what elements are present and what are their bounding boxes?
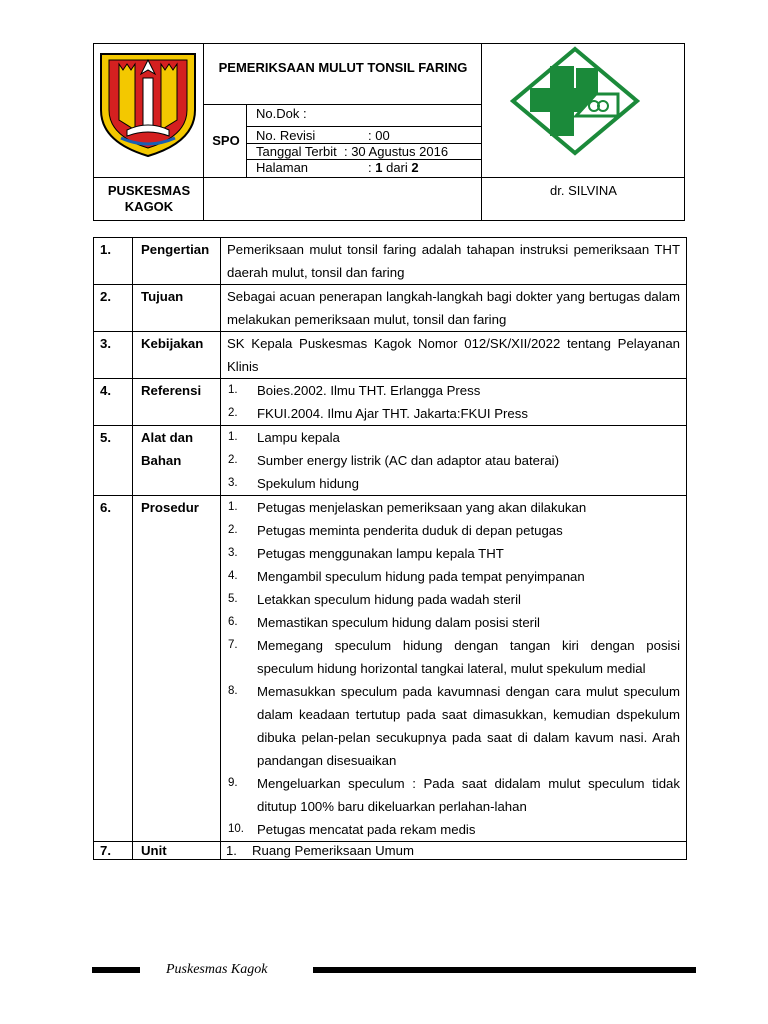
list-item (227, 496, 680, 519)
footer-rule (92, 967, 140, 973)
list-item (227, 588, 680, 611)
list-item (227, 472, 680, 495)
item-number: 6. (228, 616, 238, 628)
item-number: 3. (228, 477, 238, 489)
section-number: 7. (94, 842, 133, 860)
item-number: 9. (228, 777, 238, 789)
item-number: 2. (228, 407, 238, 419)
item-text: Petugas menjelaskan pemeriksaan yang akan dilakukan (257, 500, 587, 515)
section-text: SK Kepala Puskesmas Kagok Nomor 012/SK/XII/2022 tentang Pelayanan Klinis (221, 332, 687, 379)
section-number: 5. (94, 426, 133, 496)
item-text: Memastikan speculum hidung dalam posisi steril (257, 615, 540, 630)
section-list (221, 379, 687, 426)
footer-text: Puskesmas Kagok (166, 962, 268, 977)
institution-line: PUSKESMAS (107, 183, 191, 198)
list-item (227, 680, 680, 772)
section-label: Unit (133, 842, 221, 860)
item-number: 3. (228, 547, 238, 559)
list-item (227, 449, 680, 472)
meta-halaman (256, 160, 419, 175)
list-item (227, 634, 680, 680)
list-item (227, 402, 680, 425)
meta-sep: : (368, 160, 372, 175)
section-number: 6. (94, 496, 133, 842)
header-divider (203, 104, 481, 105)
item-number: 1. (226, 843, 237, 858)
item-text: Ruang Pemeriksaan Umum (252, 843, 414, 858)
list-item (227, 611, 680, 634)
institution-line: KAGOK (124, 199, 174, 214)
header-divider (93, 177, 685, 178)
table-row (94, 379, 687, 426)
section-label: Referensi (133, 379, 221, 426)
section-label: Kebijakan (133, 332, 221, 379)
institution-name (94, 183, 204, 215)
meta-key: Halaman (256, 160, 309, 175)
city-emblem-icon (97, 50, 199, 158)
spo-label: SPO (212, 133, 240, 148)
header-divider (246, 104, 247, 177)
puskesmas-cross-icon (510, 46, 640, 156)
list-item (227, 426, 680, 449)
footer-rule (313, 967, 696, 973)
item-text: Lampu kepala (257, 430, 340, 445)
item-text: Mengeluarkan speculum : Pada saat didalam mulut speculum tidak ditutup 100% baru dikeluarkan perlahan-lahan (257, 776, 680, 814)
item-number: 8. (228, 685, 238, 697)
section-number: 1. (94, 238, 133, 285)
list-item (227, 542, 680, 565)
section-list (221, 842, 687, 860)
item-text: Boies.2002. Ilmu THT. Erlangga Press (257, 383, 481, 398)
item-text: Memegang speculum hidung dengan tangan kiri dengan posisi speculum hidung horizontal tangkai lateral, mulut spekulum medial (257, 638, 680, 676)
list-item (227, 565, 680, 588)
item-number: 5. (228, 593, 238, 605)
meta-key: Tanggal Terbit (256, 144, 337, 159)
section-number: 3. (94, 332, 133, 379)
section-list (221, 426, 687, 496)
list-item (227, 818, 680, 841)
section-label: Tujuan (133, 285, 221, 332)
section-label: Alat dan Bahan (133, 426, 221, 496)
header-divider (246, 126, 481, 127)
table-row (94, 426, 687, 496)
meta-no-dok (256, 106, 307, 121)
item-number: 2. (228, 524, 238, 536)
meta-value: 30 Agustus 2016 (351, 144, 449, 159)
list-item (227, 772, 680, 818)
section-list (221, 496, 687, 842)
table-row (94, 238, 687, 285)
item-number: 10. (228, 823, 244, 835)
item-text: Memasukkan speculum pada kavumnasi dengan cara mulut speculum dalam keadaan tertutup pada saat dimasukkan, kemudian dspekulum dibuka pelan-pelan secukupnya pada saat di dalam kavum nasi. Arah pandangan disesuaikan (257, 684, 680, 768)
signatory-name: dr. SILVINA (550, 183, 617, 198)
meta-tanggal (256, 144, 448, 159)
item-text: Letakkan speculum hidung pada wadah steril (257, 592, 521, 607)
section-label: Prosedur (133, 496, 221, 842)
meta-page-total: 2 (411, 160, 419, 175)
meta-page-of: dari (382, 160, 412, 175)
item-number: 1. (228, 501, 238, 513)
list-item (227, 519, 680, 542)
item-text: Sumber energy listrik (AC dan adaptor atau baterai) (257, 453, 559, 468)
item-number: 2. (228, 454, 238, 466)
meta-sep: : (368, 128, 372, 143)
item-number: 1. (228, 431, 238, 443)
item-text: Mengambil speculum hidung pada tempat penyimpanan (257, 569, 585, 584)
meta-page: 1 (375, 160, 383, 175)
item-number: 7. (228, 639, 238, 651)
item-text: Petugas mencatat pada rekam medis (257, 822, 476, 837)
puskesmas-logo (510, 46, 640, 156)
meta-revisi (256, 128, 390, 143)
item-text: Petugas menggunakan lampu kepala THT (257, 546, 504, 561)
meta-key: No. Revisi (256, 128, 316, 143)
item-text: Spekulum hidung (257, 476, 359, 491)
table-row (94, 842, 687, 860)
item-text: FKUI.2004. Ilmu Ajar THT. Jakarta:FKUI Press (257, 406, 528, 421)
section-label: Pengertian (133, 238, 221, 285)
table-row (94, 496, 687, 842)
item-number: 4. (228, 570, 238, 582)
section-number: 2. (94, 285, 133, 332)
city-emblem-logo (97, 50, 199, 158)
list-item (225, 842, 680, 859)
list-item (227, 379, 680, 402)
meta-value: 00 (375, 128, 390, 143)
section-text: Pemeriksaan mulut tonsil faring adalah tahapan instruksi pemeriksaan THT daerah mulut, tonsil dan faring (221, 238, 687, 285)
item-number: 1. (228, 384, 238, 396)
meta-key: No.Dok (256, 106, 300, 121)
spo-content-table (93, 237, 687, 860)
table-row (94, 285, 687, 332)
item-text: Petugas meminta penderita duduk di depan petugas (257, 523, 563, 538)
table-row (94, 332, 687, 379)
section-text: Sebagai acuan penerapan langkah-langkah bagi dokter yang bertugas dalam melakukan pemeriksaan mulut, tonsil dan faring (221, 285, 687, 332)
meta-sep: : (343, 144, 348, 159)
section-number: 4. (94, 379, 133, 426)
document-title: PEMERIKSAAN MULUT TONSIL FARING (218, 60, 468, 75)
meta-sep: : (302, 106, 307, 121)
